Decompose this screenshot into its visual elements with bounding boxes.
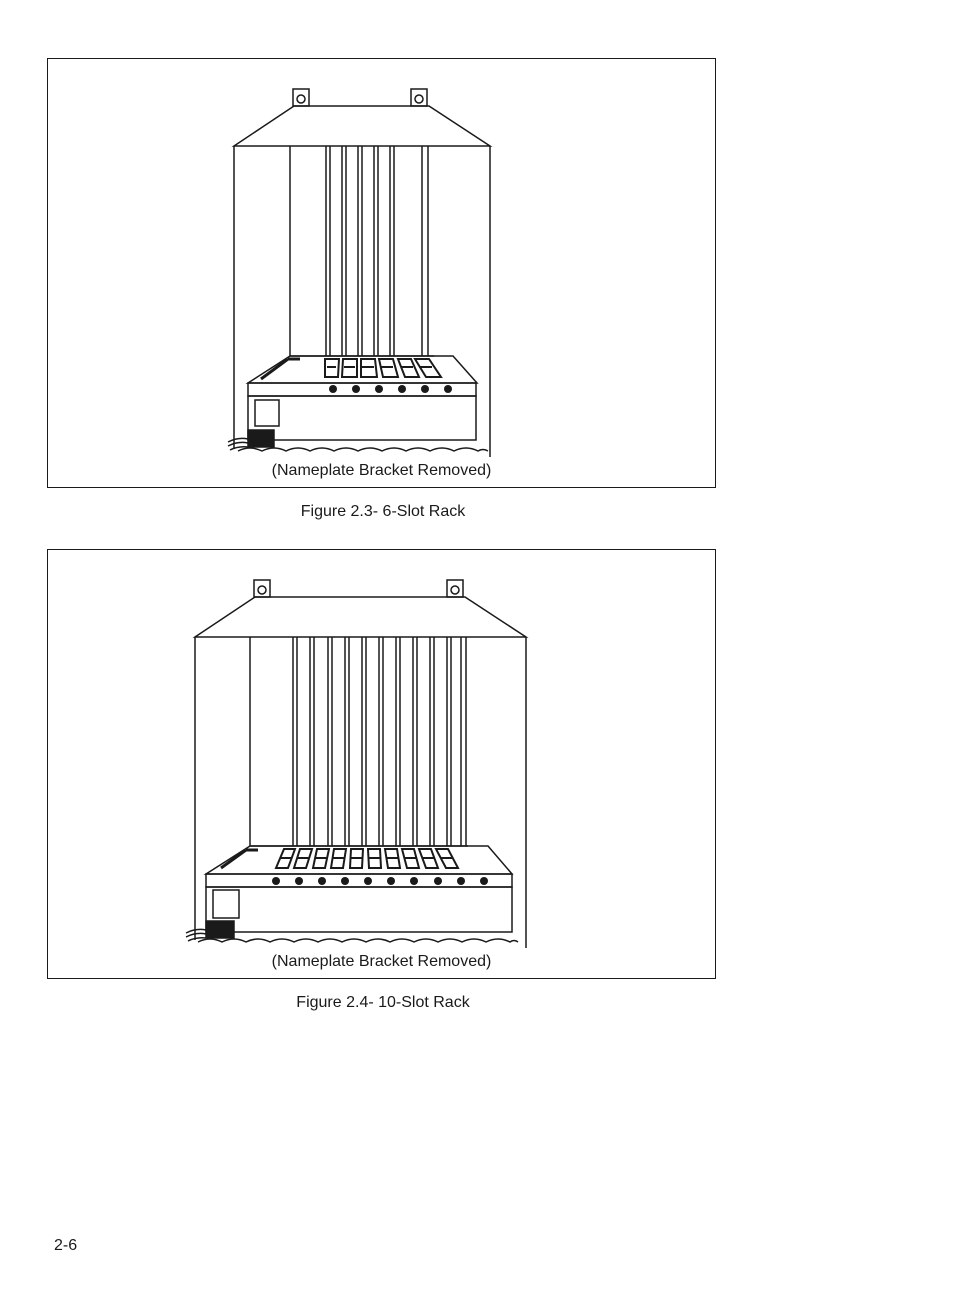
nameplate-note: (Nameplate Bracket Removed)	[271, 953, 492, 970]
mounting-hole-left	[258, 586, 266, 594]
slot-guides-6	[326, 146, 428, 356]
break-line	[198, 939, 518, 942]
mounting-hole-left	[297, 95, 305, 103]
backplane-connectors-6	[325, 359, 441, 377]
nameplate-note: (Nameplate Bracket Removed)	[271, 462, 492, 479]
figure-caption: Figure 2.4- 10-Slot Rack	[296, 994, 470, 1011]
break-line	[238, 448, 488, 451]
slot-leds-6	[329, 385, 452, 393]
power-switch-square	[213, 890, 239, 918]
slot-leds-10	[272, 877, 488, 885]
rack-top	[195, 597, 526, 637]
power-switch-square	[255, 400, 279, 426]
power-supply-box	[248, 396, 476, 440]
rack-top	[234, 106, 490, 146]
mounting-hole-right	[451, 586, 459, 594]
figure-frame-10-slot	[47, 549, 716, 979]
terminal-block	[248, 430, 274, 447]
backplane-connectors-10	[276, 849, 458, 868]
rack-floor	[248, 356, 477, 383]
page-number: 2-6	[54, 1237, 78, 1254]
figure-frame-6-slot	[47, 58, 716, 488]
figure-caption: Figure 2.3- 6-Slot Rack	[300, 503, 466, 520]
terminal-block	[206, 921, 234, 938]
mounting-hole-right	[415, 95, 423, 103]
six-slot-rack-drawing	[48, 59, 717, 489]
slot-guides-10	[293, 637, 466, 846]
power-supply-box	[206, 887, 512, 932]
ten-slot-rack-drawing	[48, 550, 717, 980]
